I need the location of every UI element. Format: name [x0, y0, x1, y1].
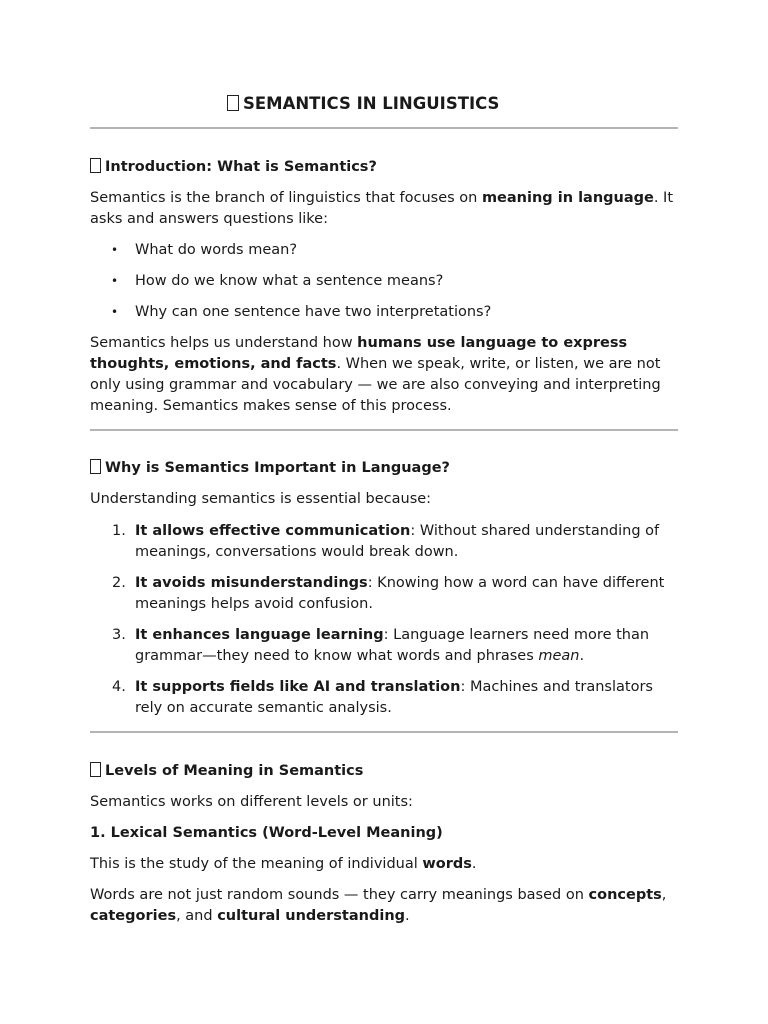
list-item: 4. It supports fields like AI and translation: Machines and translators rely on accurate semantic analysis.	[112, 679, 653, 716]
section-heading-importance: Why is Semantics Important in Language?	[90, 458, 678, 479]
list-item: • Why can one sentence have two interpretations?	[90, 302, 678, 323]
section-divider	[90, 429, 678, 431]
list-item: • How do we know what a sentence means?	[90, 271, 678, 292]
list-item: 2. It avoids misunderstandings: Knowing how a word can have different meanings helps avoid confusion.	[112, 575, 665, 612]
list-item: 3. It enhances language learning: Language learners need more than grammar—they need to know what words and phrases mean.	[112, 627, 650, 664]
section-heading-introduction: Introduction: What is Semantics?	[90, 157, 678, 178]
lexical-paragraph-2: Words are not just random sounds — they carry meanings based on concepts, categories, and cultural understanding.	[90, 887, 667, 924]
list-item: 1. It allows effective communication: Without shared understanding of meanings, conversations would break down.	[112, 523, 660, 560]
section-heading-levels: Levels of Meaning in Semantics	[90, 761, 678, 782]
importance-list	[90, 521, 678, 719]
intro-paragraph-2: Semantics helps us understand how humans use language to express thoughts, emotions, and facts. When we speak, write, or listen, we are not only using grammar and vocabulary — we are also conveying and interpreting meaning. Semantics makes sense of this process.	[90, 335, 661, 414]
document-title	[90, 92, 678, 116]
section-divider	[90, 731, 678, 733]
subsection-heading-lexical: 1. Lexical Semantics (Word-Level Meaning)	[90, 825, 443, 841]
levels-lead: Semantics works on different levels or units:	[90, 794, 413, 810]
missing-glyph-icon	[90, 459, 101, 474]
missing-glyph-icon	[90, 158, 101, 173]
document-title-text: SEMANTICS IN LINGUISTICS	[243, 94, 500, 113]
missing-glyph-icon	[227, 95, 239, 111]
list-item: • What do words mean?	[90, 240, 678, 261]
lexical-paragraph-1: This is the study of the meaning of individual words.	[90, 856, 477, 872]
document-body	[90, 92, 678, 927]
intro-paragraph-1: Semantics is the branch of linguistics that focuses on meaning in language. It asks and answers questions like:	[90, 190, 674, 227]
missing-glyph-icon	[90, 762, 101, 777]
section-divider	[90, 127, 678, 129]
importance-lead: Understanding semantics is essential because:	[90, 491, 432, 507]
intro-question-list	[90, 240, 678, 323]
